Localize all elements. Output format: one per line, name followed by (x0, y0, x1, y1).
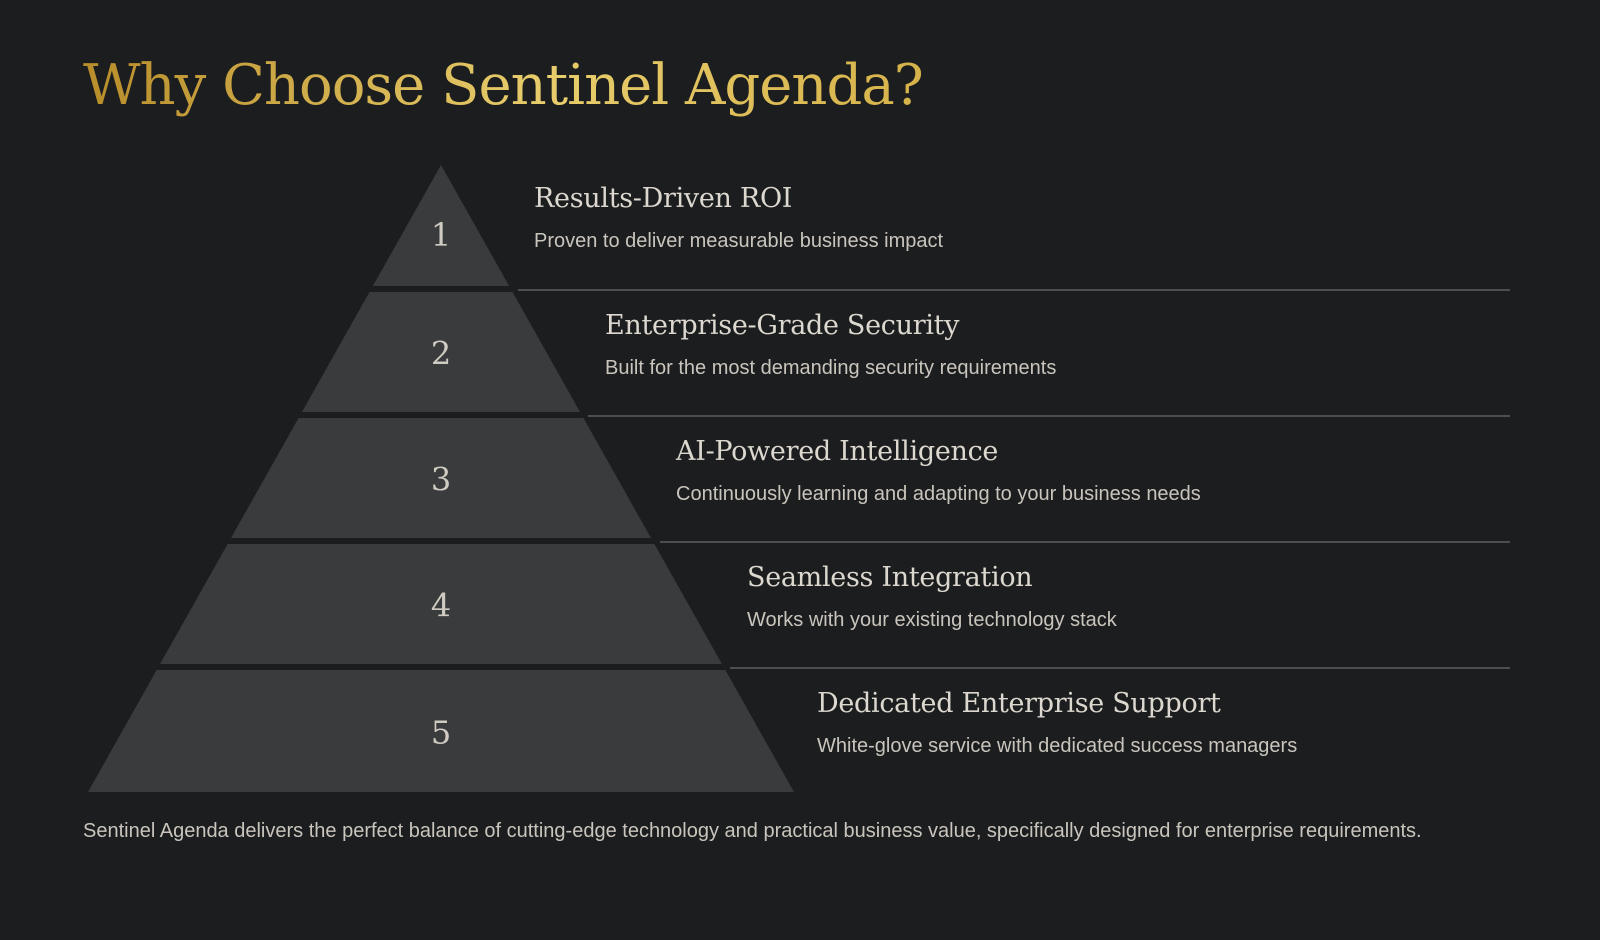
tier-heading: Seamless Integration (747, 562, 1033, 593)
tier-number: 3 (430, 460, 452, 499)
tier-heading: Dedicated Enterprise Support (817, 688, 1221, 719)
tier-heading: Results-Driven ROI (534, 183, 793, 214)
pyramid-tier-4 (160, 544, 722, 664)
tier-description: Works with your existing technology stack (747, 609, 1117, 631)
tier-number: 1 (430, 216, 452, 254)
tier-number: 2 (430, 334, 452, 373)
footer-text: Sentinel Agenda delivers the perfect balance of cutting-edge technology and practical business value, specifically designed for enterprise requirements. (83, 820, 1422, 842)
tier-description: White-glove service with dedicated success managers (817, 735, 1298, 757)
tier-text-3 (676, 435, 1201, 507)
tier-description: Proven to deliver measurable business impact (534, 230, 944, 252)
tier-heading: AI-Powered Intelligence (676, 436, 999, 467)
tier-number: 4 (430, 586, 452, 625)
pyramid-tier-2 (302, 292, 580, 412)
tier-text-1 (534, 182, 943, 254)
tier-description: Built for the most demanding security requirements (605, 357, 1057, 379)
tier-text-2 (605, 309, 1056, 381)
tier-number: 5 (430, 713, 452, 752)
tier-text-5 (817, 687, 1297, 759)
tier-heading: Enterprise-Grade Security (605, 310, 960, 341)
pyramid-tier-3 (231, 418, 651, 538)
tier-text-4 (747, 561, 1117, 633)
page-title: Why Choose Sentinel Agenda? (83, 46, 923, 126)
pyramid-tier-1 (373, 165, 509, 286)
pyramid-tier-5 (88, 670, 794, 792)
tier-description: Continuously learning and adapting to your business needs (676, 483, 1201, 505)
